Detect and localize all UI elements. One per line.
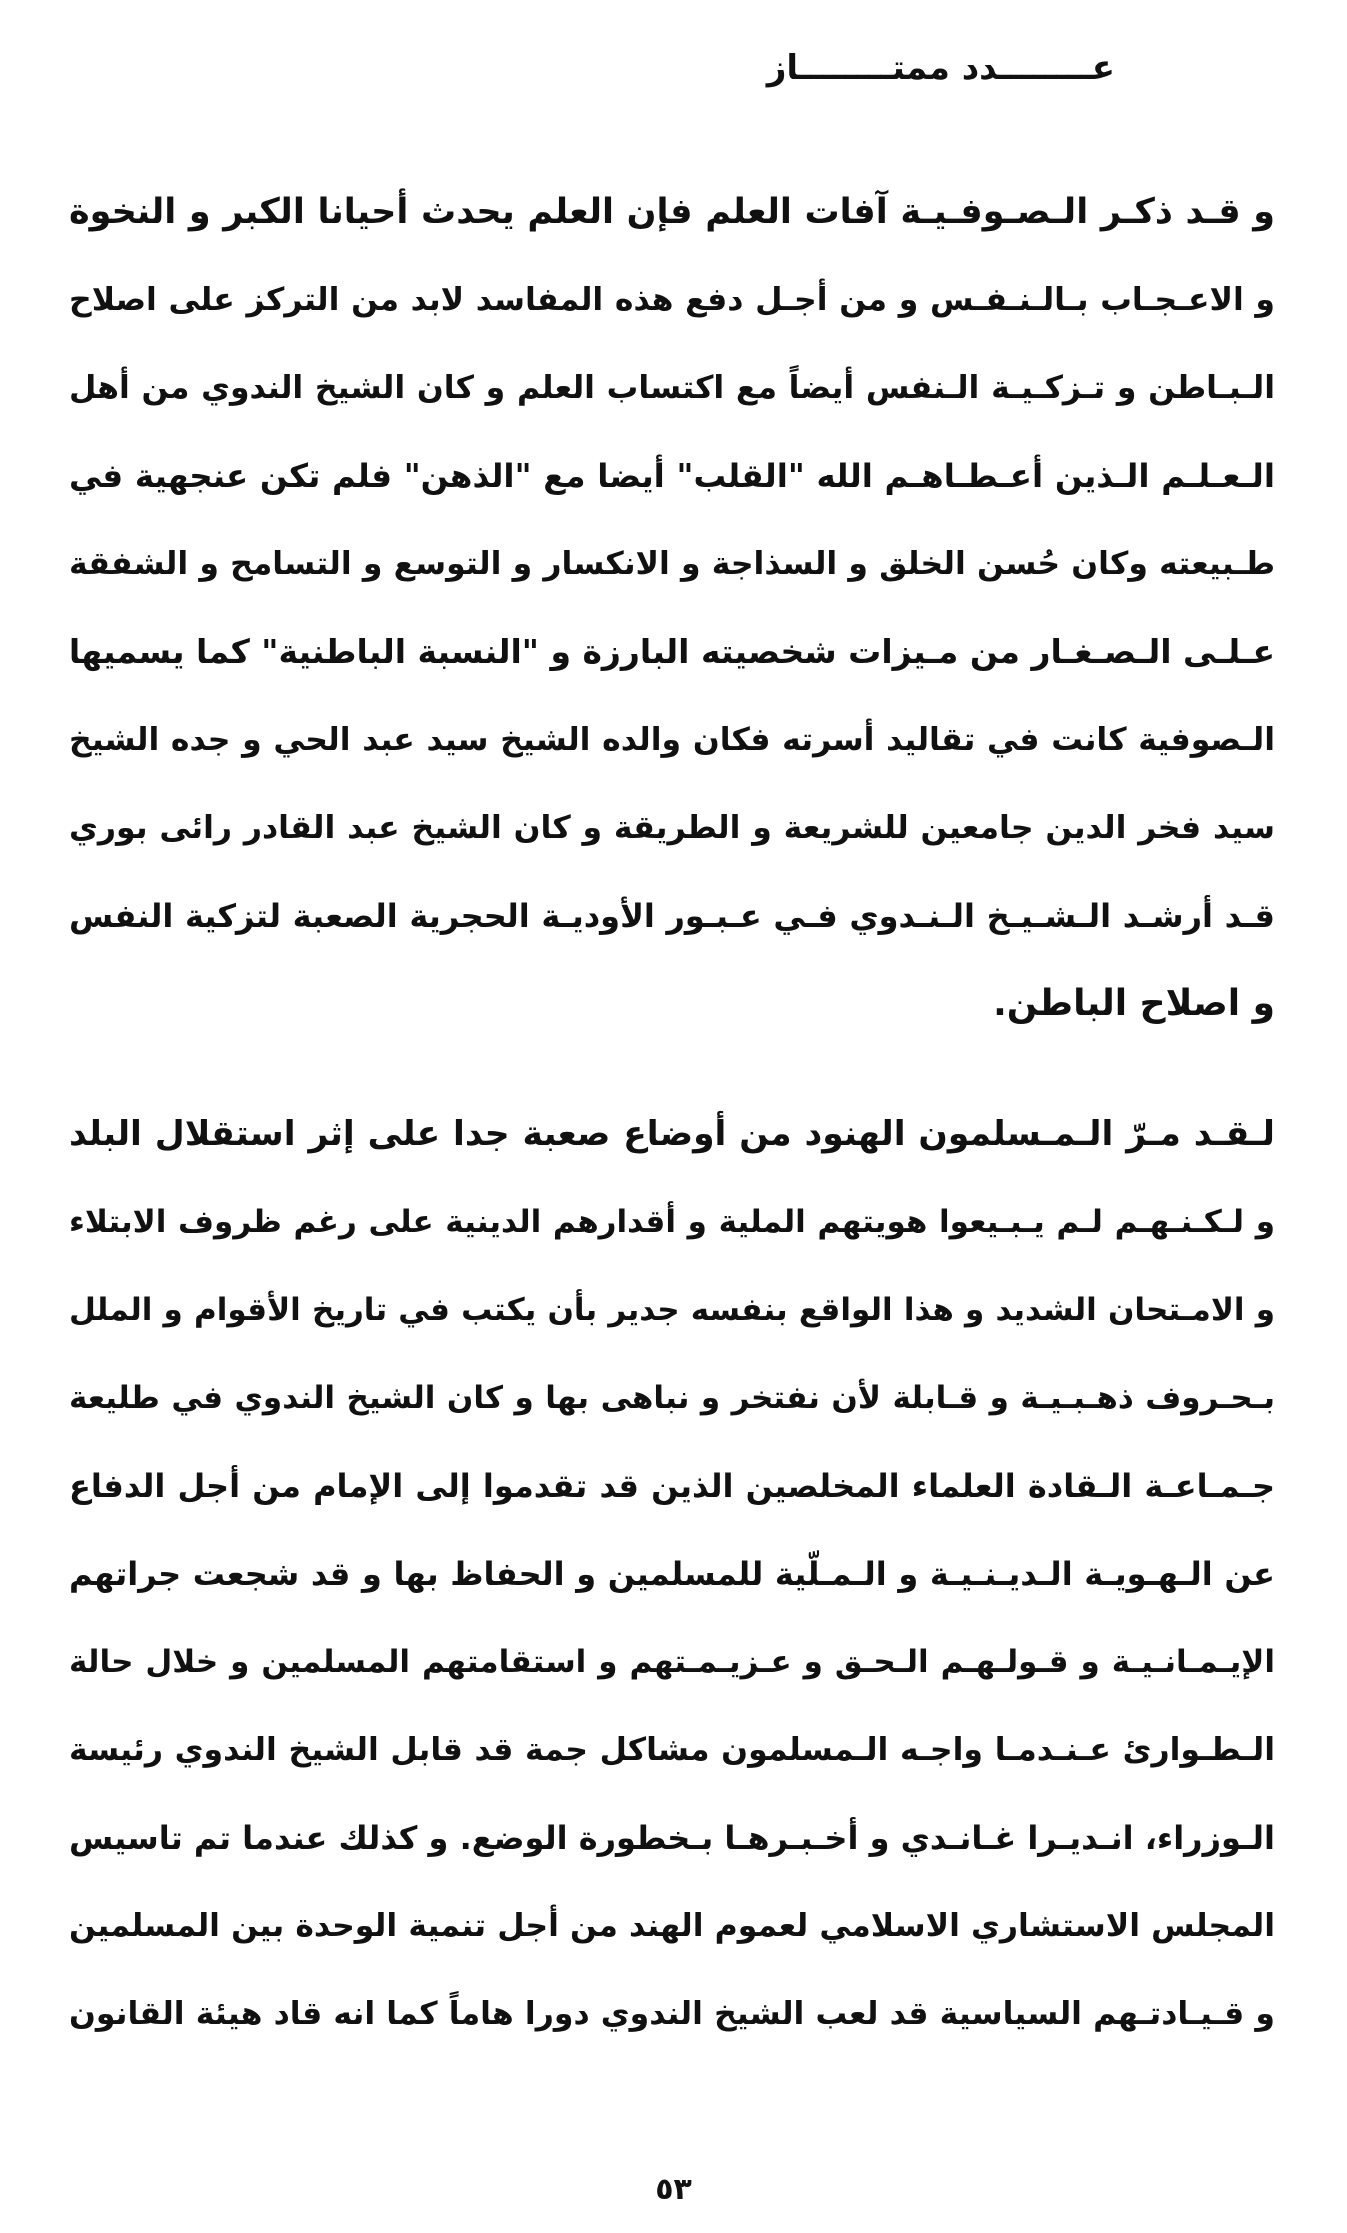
paragraph-line: طـبيعته وكان حُسن الخلق و السذاجة و الانكسار و التوسع و التسامح و الشفقة <box>69 546 1275 582</box>
paragraph-line: و قـد ذكـر الـصـوفـيـة آفات العلم فإن العلم يحدث أحيانا الكبر و النخوة <box>69 192 1275 232</box>
paragraph-line: و الاعـجـاب بـالـنـفـس و من أجـل دفع هذه المفاسد لابد من التركز على اصلاح <box>69 282 1275 318</box>
page-number: ٥٣ <box>655 2172 692 2207</box>
paragraph-line: عـلـى الـصـغـار من مـيزات شخصيته البارزة و "النسبة الباطنية" كما يسميها <box>68 632 1275 671</box>
paragraph-2 <box>69 1090 1275 2058</box>
paragraph-line: و لـكـنـهـم لـم يـبـيعوا هويتهم الملية و أقدارهم الدينية على رغم ظروف الابتلاء <box>69 1204 1275 1240</box>
paragraph-line: الـبـاطن و تـزكـيـة الـنفس أيضاً مع اكتساب العلم و كان الشيخ الندوي من أهل <box>69 370 1275 406</box>
paragraph-line: بـحـروف ذهـبـيـة و قـابلة لأن نفتخر و نباهى بها و كان الشيخ الندوي في طليعة <box>69 1380 1275 1416</box>
paragraph-line: الـصوفية كانت في تقاليد أسرته فكان والده الشيخ سيد عبد الحي و جده الشيخ <box>69 722 1275 758</box>
paragraph-line: و اصلاح الباطن. <box>993 983 1275 1024</box>
paragraph-line: الإيـمـانـيـة و قـولـهـم الـحـق و عـزيـمـتهم و استقامتهم المسلمين و خلال حالة <box>69 1644 1275 1680</box>
paragraph-line: المجلس الاستشاري الاسلامي لعموم الهند من أجل تنمية الوحدة بين المسلمين <box>69 1908 1275 1944</box>
paragraph-1 <box>69 168 1275 1048</box>
paragraph-line: سيد فخر الدين جامعين للشريعة و الطريقة و كان الشيخ عبد القادر رائى بوري <box>69 810 1275 846</box>
running-header-title: عــــــــدد ممتــــــــاز <box>766 48 1115 88</box>
paragraph-line: الـطـوارئ عـنـدمـا واجـه الـمسلمون مشاكل جمة قد قابل الشيخ الندوي رئيسة <box>69 1732 1275 1768</box>
paragraph-line: و الامـتحان الشديد و هذا الواقع بنفسه جدير بأن يكتب في تاريخ الأقوام و الملل <box>69 1292 1275 1328</box>
paragraph-line: لـقـد مـرّ الـمـسلمون الهنود من أوضاع صعبة جدا على إثر استقلال البلد <box>69 1114 1275 1154</box>
paragraph-line: الـعـلـم الـذين أعـطـاهـم الله "القلب" أيضا مع "الذهن" فلم تكن عنجهية في <box>69 457 1275 495</box>
paragraph-line: قـد أرشـد الـشـيـخ الـنـدوي فـي عـبـور الأوديـة الحجرية الصعبة لتزكية النفس <box>69 897 1275 935</box>
paragraph-line: عن الـهـويـة الـديـنـيـة و الـمـلّية للمسلمين و الحفاظ بها و قد شجعت جراتهم <box>69 1555 1275 1593</box>
paragraph-line: و قـيـادتـهم السياسية قد لعب الشيخ الندوي دورا هاماً كما انه قاد هيئة القانون <box>69 1996 1275 2032</box>
paragraph-line: جـمـاعـة الـقادة العلماء المخلصين الذين قد تقدموا إلى الإمام من أجل الدفاع <box>69 1467 1275 1505</box>
body-text <box>69 168 1275 2058</box>
paragraph-line: الـوزراء، انـديـرا غـانـدي و أخـبـرهـا بـخطورة الوضع. و كذلك عندما تم تاسيس <box>68 1819 1275 1857</box>
